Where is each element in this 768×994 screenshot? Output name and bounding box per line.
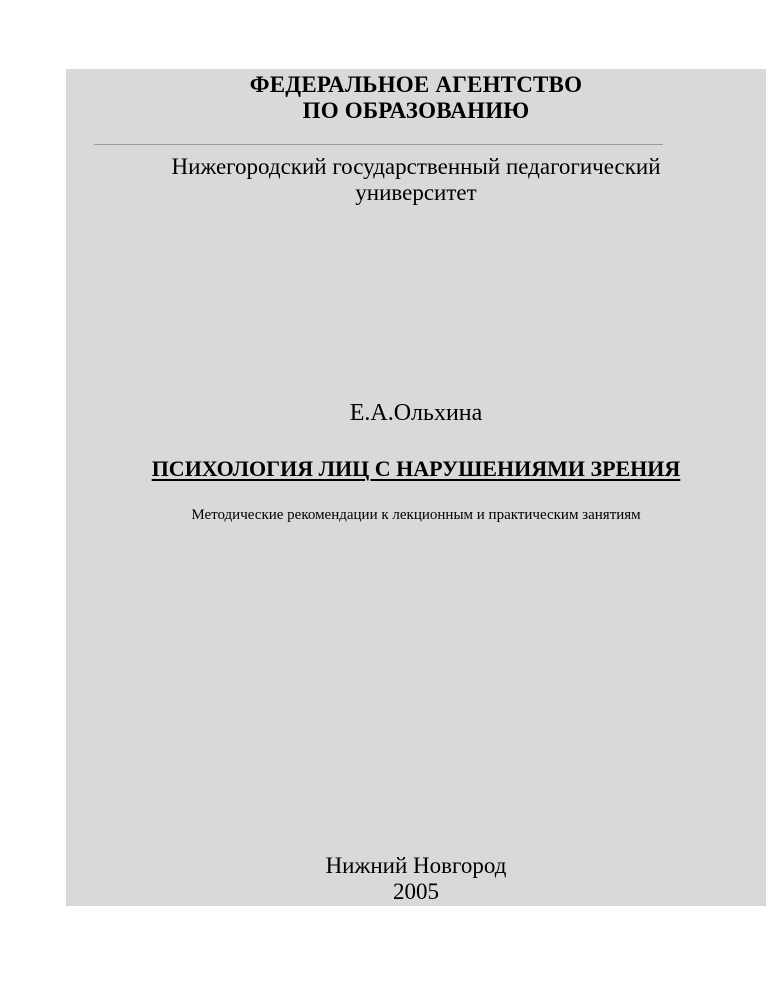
university-name	[66, 154, 766, 206]
author-name: Е.А.Ольхина	[349, 400, 483, 426]
university-line-2: университет	[355, 180, 477, 205]
agency-line-1: ФЕДЕРАЛЬНОЕ АГЕНТСТВО	[249, 72, 583, 97]
publication-city: Нижний Новгород	[325, 853, 507, 878]
title-page-cover	[66, 69, 766, 906]
agency-line-2: ПО ОБРАЗОВАНИЮ	[302, 98, 530, 123]
agency-heading	[66, 72, 766, 124]
book-subtitle: Методические рекомендации к лекционным и практическим занятиям	[191, 507, 641, 523]
book-title: ПСИХОЛОГИЯ ЛИЦ С НАРУШЕНИЯМИ ЗРЕНИЯ	[151, 456, 681, 481]
publication-year: 2005	[393, 879, 439, 904]
university-line-1: Нижегородский государственный педагогический	[171, 154, 661, 179]
header-divider	[94, 144, 663, 145]
